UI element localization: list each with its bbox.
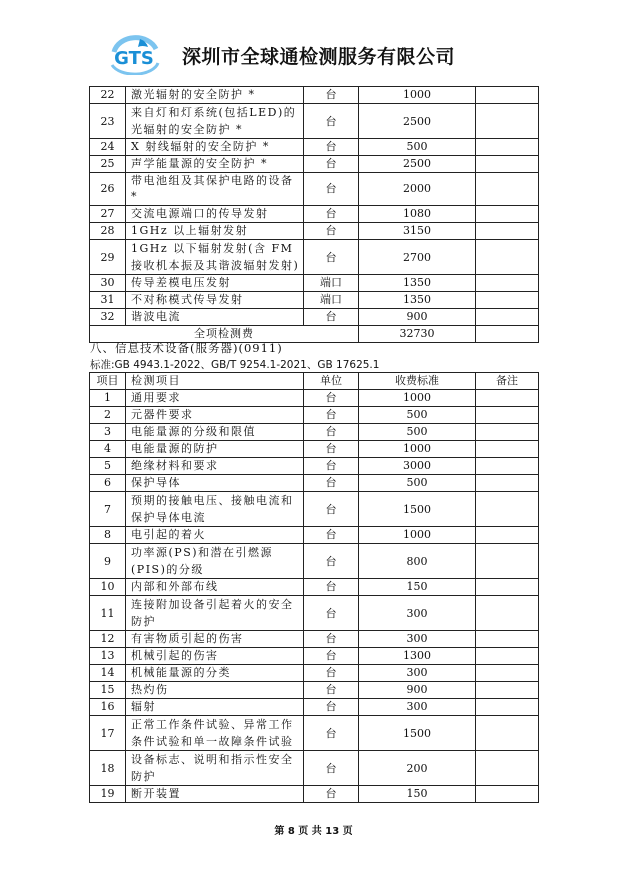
item-name: 不对称模式传导发射	[126, 292, 304, 309]
item-fee: 2000	[359, 173, 476, 206]
table-row	[90, 309, 539, 326]
item-name: 正常工作条件试验、异常工作条件试验和单一故障条件试验	[126, 716, 304, 751]
item-number: 26	[90, 173, 126, 206]
item-name: 声学能量源的安全防护 *	[126, 156, 304, 173]
item-number: 22	[90, 87, 126, 104]
item-note	[476, 716, 539, 751]
item-fee: 800	[359, 544, 476, 579]
item-note	[476, 648, 539, 665]
table-row	[90, 786, 539, 803]
item-name: X 射线辐射的安全防护 *	[126, 139, 304, 156]
item-number: 16	[90, 699, 126, 716]
item-name: 机械能量源的分类	[126, 665, 304, 682]
item-note	[476, 596, 539, 631]
item-unit: 台	[304, 156, 359, 173]
table-row	[90, 475, 539, 492]
table-row	[90, 699, 539, 716]
item-name: 1GHz 以下辐射发射(含 FM 接收机本振及其谐波辐射发射)	[126, 240, 304, 275]
item-unit: 台	[304, 458, 359, 475]
item-fee: 300	[359, 665, 476, 682]
item-number: 32	[90, 309, 126, 326]
item-note	[476, 390, 539, 407]
item-unit: 台	[304, 441, 359, 458]
section-title: 八、信息技术设备(服务器)(0911)	[90, 341, 283, 355]
table-row	[90, 665, 539, 682]
item-note	[476, 699, 539, 716]
item-name: 连接附加设备引起着火的安全防护	[126, 596, 304, 631]
item-unit: 台	[304, 223, 359, 240]
header-unit: 单位	[304, 373, 359, 390]
item-note	[476, 544, 539, 579]
item-unit: 台	[304, 309, 359, 326]
item-name: 设备标志、说明和指示性安全防护	[126, 751, 304, 786]
item-note	[476, 492, 539, 527]
item-fee: 2700	[359, 240, 476, 275]
table-row	[90, 407, 539, 424]
item-number: 23	[90, 104, 126, 139]
item-fee: 300	[359, 596, 476, 631]
item-note	[476, 441, 539, 458]
item-unit: 端口	[304, 292, 359, 309]
item-number: 10	[90, 579, 126, 596]
item-number: 27	[90, 206, 126, 223]
total-note	[476, 326, 539, 343]
item-number: 31	[90, 292, 126, 309]
item-fee: 2500	[359, 104, 476, 139]
item-number: 30	[90, 275, 126, 292]
item-fee: 1500	[359, 492, 476, 527]
item-number: 17	[90, 716, 126, 751]
item-fee: 900	[359, 682, 476, 699]
item-name: 辐射	[126, 699, 304, 716]
item-number: 5	[90, 458, 126, 475]
item-note	[476, 275, 539, 292]
item-unit: 台	[304, 699, 359, 716]
table-row	[90, 441, 539, 458]
item-name: 热灼伤	[126, 682, 304, 699]
table-row	[90, 173, 539, 206]
header-note: 备注	[476, 373, 539, 390]
item-fee: 1350	[359, 275, 476, 292]
item-note	[476, 527, 539, 544]
item-number: 14	[90, 665, 126, 682]
item-number: 4	[90, 441, 126, 458]
item-name: 激光辐射的安全防护 *	[126, 87, 304, 104]
letterhead	[100, 33, 455, 77]
table-row	[90, 292, 539, 309]
item-fee: 150	[359, 579, 476, 596]
table-row	[90, 240, 539, 275]
item-number: 3	[90, 424, 126, 441]
item-unit: 台	[304, 475, 359, 492]
item-fee: 500	[359, 139, 476, 156]
item-fee: 1000	[359, 87, 476, 104]
item-name: 传导差模电压发射	[126, 275, 304, 292]
item-number: 25	[90, 156, 126, 173]
page-number: 第 8 页 共 13 页	[274, 826, 353, 837]
item-note	[476, 223, 539, 240]
table-row	[90, 156, 539, 173]
item-number: 2	[90, 407, 126, 424]
item-number: 8	[90, 527, 126, 544]
table-row	[90, 206, 539, 223]
item-unit: 台	[304, 631, 359, 648]
item-name: 带电池组及其保护电路的设备 *	[126, 173, 304, 206]
table-row	[90, 751, 539, 786]
total-label: 全项检测费	[90, 326, 359, 343]
item-note	[476, 424, 539, 441]
table-row	[90, 275, 539, 292]
item-name: 元器件要求	[126, 407, 304, 424]
item-number: 9	[90, 544, 126, 579]
item-name: 电能量源的分级和限值	[126, 424, 304, 441]
item-note	[476, 87, 539, 104]
item-fee: 900	[359, 309, 476, 326]
item-fee: 500	[359, 407, 476, 424]
item-unit: 台	[304, 390, 359, 407]
item-number: 19	[90, 786, 126, 803]
item-fee: 3000	[359, 458, 476, 475]
item-name: 电引起的着火	[126, 527, 304, 544]
header-no: 项目	[90, 373, 126, 390]
item-note	[476, 156, 539, 173]
item-unit: 台	[304, 682, 359, 699]
company-name: 深圳市全球通检测服务有限公司	[182, 45, 456, 68]
item-name: 1GHz 以上辐射发射	[126, 223, 304, 240]
item-unit: 台	[304, 648, 359, 665]
item-note	[476, 407, 539, 424]
item-name: 断开装置	[126, 786, 304, 803]
item-fee: 200	[359, 751, 476, 786]
item-fee: 300	[359, 699, 476, 716]
item-fee: 500	[359, 424, 476, 441]
item-name: 预期的接触电压、接触电流和保护导体电流	[126, 492, 304, 527]
fee-table-it-equipment	[89, 372, 539, 803]
item-fee: 1000	[359, 441, 476, 458]
table-row	[90, 87, 539, 104]
item-name: 谐波电流	[126, 309, 304, 326]
item-unit: 台	[304, 139, 359, 156]
item-unit: 台	[304, 716, 359, 751]
item-unit: 台	[304, 786, 359, 803]
item-number: 1	[90, 390, 126, 407]
table-row	[90, 424, 539, 441]
item-number: 11	[90, 596, 126, 631]
header-fee: 收费标准	[359, 373, 476, 390]
item-note	[476, 751, 539, 786]
table-row	[90, 104, 539, 139]
total-fee: 32730	[359, 326, 476, 343]
item-note	[476, 139, 539, 156]
item-fee: 1000	[359, 390, 476, 407]
section-standard: 标准:GB 4943.1-2022、GB/T 9254.1-2021、GB 17625.1	[90, 359, 380, 371]
item-unit: 台	[304, 87, 359, 104]
item-unit: 台	[304, 579, 359, 596]
item-unit: 台	[304, 173, 359, 206]
table-row	[90, 139, 539, 156]
item-number: 13	[90, 648, 126, 665]
item-name: 通用要求	[126, 390, 304, 407]
item-note	[476, 458, 539, 475]
item-fee: 1500	[359, 716, 476, 751]
item-name: 内部和外部布线	[126, 579, 304, 596]
item-fee: 3150	[359, 223, 476, 240]
item-note	[476, 475, 539, 492]
item-number: 6	[90, 475, 126, 492]
table-row	[90, 390, 539, 407]
item-unit: 端口	[304, 275, 359, 292]
item-unit: 台	[304, 104, 359, 139]
item-note	[476, 579, 539, 596]
item-name: 交流电源端口的传导发射	[126, 206, 304, 223]
item-note	[476, 309, 539, 326]
item-number: 18	[90, 751, 126, 786]
item-number: 28	[90, 223, 126, 240]
item-fee: 1080	[359, 206, 476, 223]
table-row	[90, 682, 539, 699]
item-fee: 1300	[359, 648, 476, 665]
item-name: 绝缘材料和要求	[126, 458, 304, 475]
item-note	[476, 631, 539, 648]
item-note	[476, 665, 539, 682]
fee-table-continued	[89, 86, 539, 343]
item-unit: 台	[304, 544, 359, 579]
item-unit: 台	[304, 424, 359, 441]
item-unit: 台	[304, 665, 359, 682]
item-unit: 台	[304, 492, 359, 527]
table-row	[90, 458, 539, 475]
item-note	[476, 104, 539, 139]
item-name: 功率源(PS)和潜在引燃源(PIS)的分级	[126, 544, 304, 579]
table-row	[90, 223, 539, 240]
item-unit: 台	[304, 527, 359, 544]
item-name: 来自灯和灯系统(包括LED)的光辐射的安全防护 *	[126, 104, 304, 139]
item-note	[476, 292, 539, 309]
item-unit: 台	[304, 240, 359, 275]
table-row	[90, 596, 539, 631]
item-unit: 台	[304, 751, 359, 786]
item-number: 24	[90, 139, 126, 156]
item-fee: 150	[359, 786, 476, 803]
item-name: 保护导体	[126, 475, 304, 492]
header-item: 检测项目	[126, 373, 304, 390]
item-name: 机械引起的伤害	[126, 648, 304, 665]
item-number: 12	[90, 631, 126, 648]
table-header-row	[90, 373, 539, 390]
item-number: 15	[90, 682, 126, 699]
item-fee: 1350	[359, 292, 476, 309]
item-note	[476, 206, 539, 223]
item-unit: 台	[304, 596, 359, 631]
svg-text:GTS: GTS	[114, 48, 154, 69]
item-note	[476, 173, 539, 206]
item-name: 有害物质引起的伤害	[126, 631, 304, 648]
item-number: 29	[90, 240, 126, 275]
item-fee: 2500	[359, 156, 476, 173]
table-row	[90, 492, 539, 527]
item-unit: 台	[304, 206, 359, 223]
table-row	[90, 631, 539, 648]
item-note	[476, 682, 539, 699]
table-row	[90, 716, 539, 751]
table-row	[90, 579, 539, 596]
table-row	[90, 544, 539, 579]
item-name: 电能量源的防护	[126, 441, 304, 458]
item-fee: 300	[359, 631, 476, 648]
item-unit: 台	[304, 407, 359, 424]
item-fee: 1000	[359, 527, 476, 544]
table-row	[90, 527, 539, 544]
table-row	[90, 648, 539, 665]
item-note	[476, 240, 539, 275]
item-fee: 500	[359, 475, 476, 492]
item-note	[476, 786, 539, 803]
gts-logo	[100, 35, 168, 75]
item-number: 7	[90, 492, 126, 527]
